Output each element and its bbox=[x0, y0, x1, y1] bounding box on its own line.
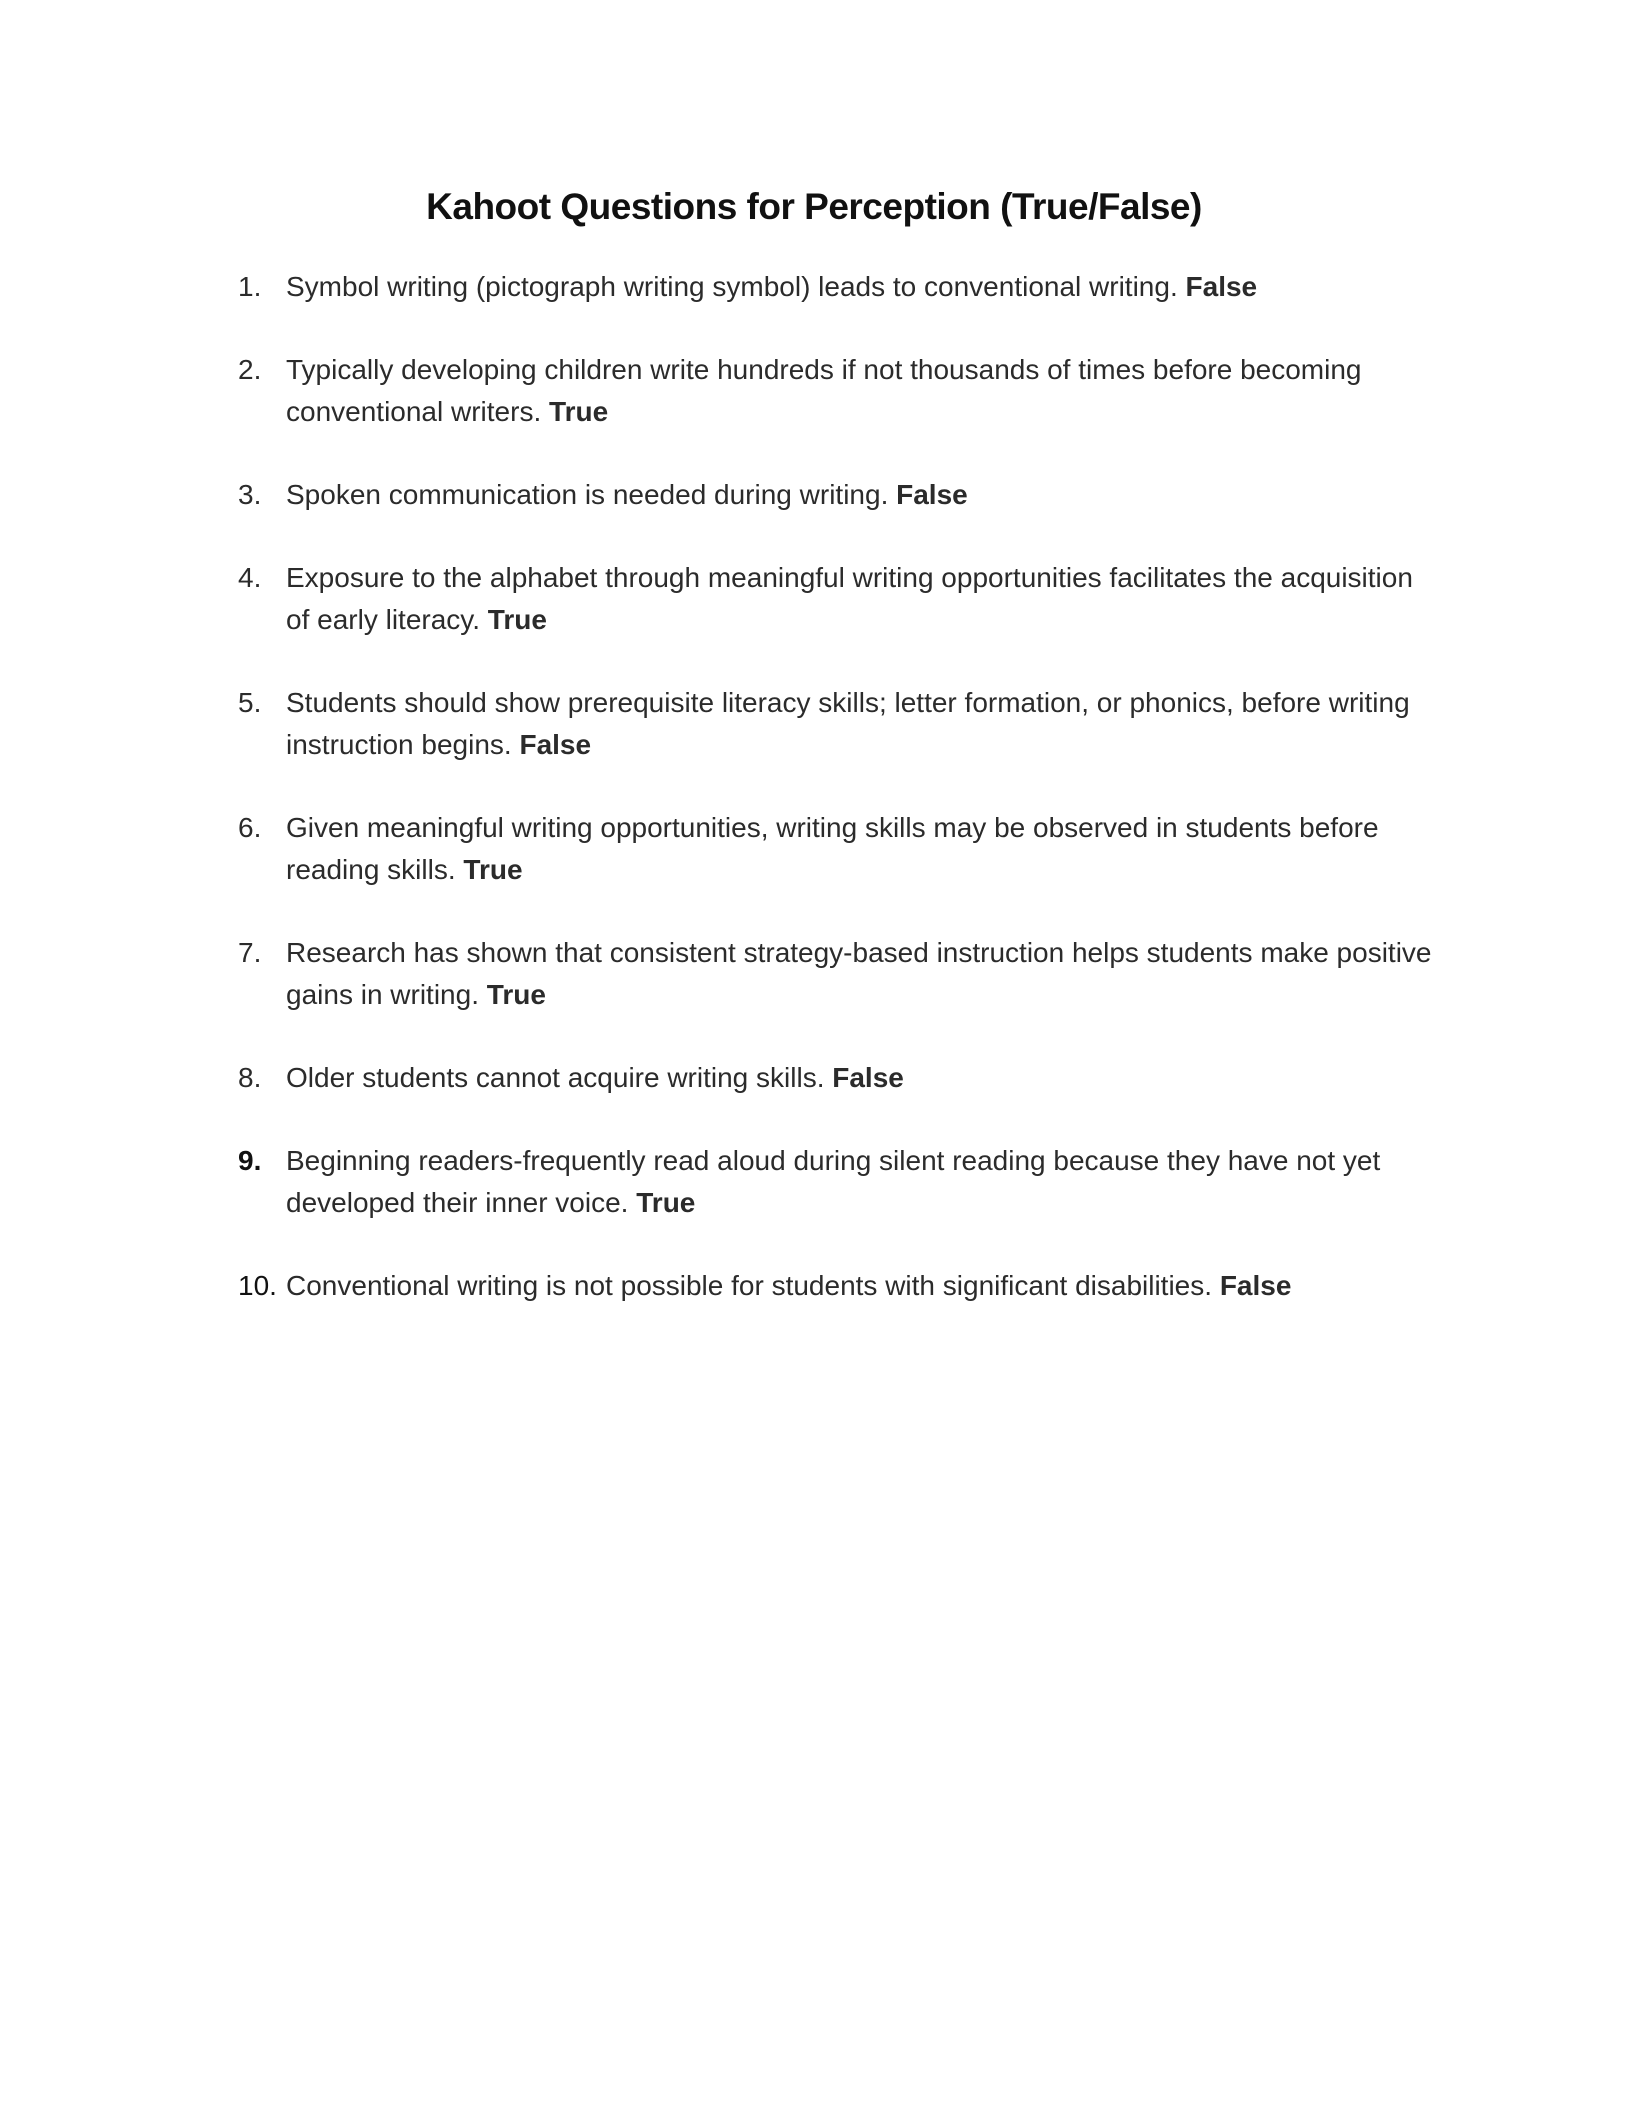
question-text: Beginning readers-frequently read aloud during silent reading because they have not yet developed their inner voice. bbox=[286, 1145, 1381, 1218]
question-text: Research has shown that consistent strategy-based instruction helps students make positive gains in writing. bbox=[286, 937, 1432, 1010]
answer-label: True bbox=[486, 979, 546, 1010]
answer-label: True bbox=[487, 604, 547, 635]
question-number: 4. bbox=[238, 562, 262, 593]
answer-label: False bbox=[1219, 1270, 1292, 1301]
question-number: 7. bbox=[238, 937, 262, 968]
question-text: Symbol writing (pictograph writing symbol) leads to conventional writing. bbox=[286, 271, 1178, 302]
list-item bbox=[238, 932, 1438, 1016]
answer-label: False bbox=[519, 729, 592, 760]
question-text: Students should show prerequisite literacy skills; letter formation, or phonics, before writing instruction begins. bbox=[286, 687, 1410, 760]
list-item bbox=[238, 266, 1438, 308]
list-item bbox=[238, 474, 1438, 516]
answer-label: False bbox=[896, 479, 968, 510]
answer-label: True bbox=[549, 396, 609, 427]
list-item bbox=[238, 1057, 1438, 1099]
question-text: Older students cannot acquire writing skills. bbox=[286, 1062, 825, 1093]
list-item bbox=[238, 807, 1438, 891]
list-item bbox=[238, 682, 1438, 766]
answer-label: False bbox=[832, 1062, 904, 1093]
list-item bbox=[238, 1265, 1438, 1307]
question-number: 5. bbox=[238, 687, 262, 718]
question-number: 6. bbox=[238, 812, 262, 843]
question-number: 9. bbox=[238, 1145, 262, 1176]
question-list bbox=[238, 266, 1438, 1348]
page-title: Kahoot Questions for Perception (True/False) bbox=[426, 186, 1202, 227]
question-number: 8. bbox=[238, 1062, 262, 1093]
question-number: 3. bbox=[238, 479, 262, 510]
question-number: 10. bbox=[238, 1270, 277, 1301]
question-number: 2. bbox=[238, 354, 262, 385]
list-item bbox=[238, 557, 1438, 641]
answer-label: True bbox=[463, 854, 523, 885]
question-number: 1. bbox=[238, 271, 262, 302]
question-text: Spoken communication is needed during writing. bbox=[286, 479, 889, 510]
answer-label: False bbox=[1185, 271, 1258, 302]
list-item bbox=[238, 1140, 1438, 1224]
list-item bbox=[238, 349, 1438, 433]
question-text: Typically developing children write hundreds if not thousands of times before becoming conventional writers. bbox=[286, 354, 1362, 427]
question-text: Given meaningful writing opportunities, writing skills may be observed in students before reading skills. bbox=[286, 812, 1379, 885]
answer-label: True bbox=[636, 1187, 696, 1218]
question-text: Exposure to the alphabet through meaningful writing opportunities facilitates the acquisition of early literacy. bbox=[286, 562, 1413, 635]
question-text: Conventional writing is not possible for students with significant disabilities. bbox=[286, 1270, 1213, 1301]
